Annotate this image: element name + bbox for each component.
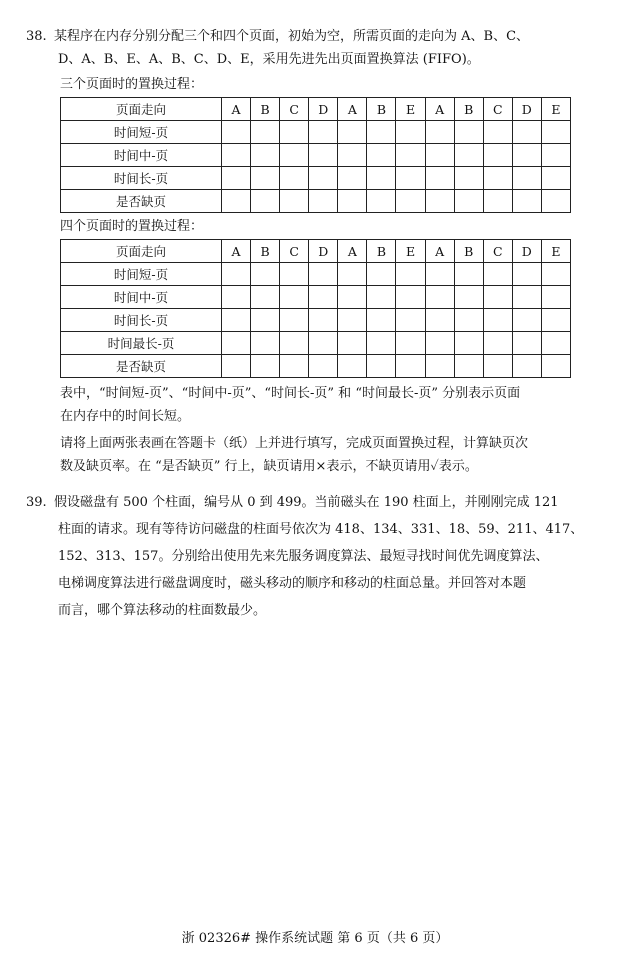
empty-cell [483, 190, 512, 213]
empty-cell [483, 332, 512, 355]
empty-cell [338, 332, 367, 355]
page-cell: C [280, 98, 309, 121]
table-row [61, 190, 571, 213]
row-label: 时间长-页 [61, 309, 222, 332]
empty-cell [425, 355, 454, 378]
empty-cell [367, 144, 396, 167]
empty-cell [309, 355, 338, 378]
page-cell: B [251, 240, 280, 263]
empty-cell [338, 355, 367, 378]
page-cell: E [396, 240, 425, 263]
empty-cell [338, 263, 367, 286]
empty-cell [280, 332, 309, 355]
row-label: 时间最长-页 [61, 332, 222, 355]
sequence-row [61, 240, 571, 263]
empty-cell [425, 286, 454, 309]
page-cell: E [541, 98, 570, 121]
empty-cell [367, 286, 396, 309]
table-row [61, 332, 571, 355]
empty-cell [251, 121, 280, 144]
empty-cell [396, 309, 425, 332]
question-text-line: 而言，哪个算法移动的柱面数最少。 [58, 603, 267, 618]
empty-cell [309, 144, 338, 167]
empty-cell [222, 355, 251, 378]
empty-cell [251, 263, 280, 286]
empty-cell [541, 355, 570, 378]
empty-cell [367, 121, 396, 144]
row-label: 是否缺页 [61, 190, 222, 213]
empty-cell [483, 309, 512, 332]
empty-cell [251, 309, 280, 332]
empty-cell [512, 263, 541, 286]
table4-caption: 四个页面时的置换过程： [60, 219, 204, 234]
page-cell: E [396, 98, 425, 121]
table-row [61, 144, 571, 167]
page-cell: D [512, 98, 541, 121]
empty-cell [222, 286, 251, 309]
empty-cell [425, 190, 454, 213]
row-label: 时间短-页 [61, 121, 222, 144]
empty-cell [512, 121, 541, 144]
empty-cell [512, 144, 541, 167]
empty-cell [280, 355, 309, 378]
empty-cell [309, 263, 338, 286]
empty-cell [338, 309, 367, 332]
empty-cell [512, 309, 541, 332]
empty-cell [425, 332, 454, 355]
empty-cell [367, 332, 396, 355]
page-cell: B [367, 240, 396, 263]
empty-cell [222, 263, 251, 286]
note-line: 数及缺页率。在 “是否缺页” 行上，缺页请用×表示，不缺页请用✓表示。 [60, 459, 478, 474]
question-text-line: D、A、B、E、A、B、C、D、E，采用先进先出页面置换算法 (FIFO)。 [58, 52, 480, 67]
table-row [61, 355, 571, 378]
empty-cell [425, 167, 454, 190]
empty-cell [483, 263, 512, 286]
empty-cell [512, 190, 541, 213]
table3-caption: 三个页面时的置换过程： [60, 77, 204, 92]
page-cell: A [425, 240, 454, 263]
page-cell: E [541, 240, 570, 263]
empty-cell [367, 309, 396, 332]
empty-cell [541, 286, 570, 309]
empty-cell [367, 190, 396, 213]
empty-cell [512, 167, 541, 190]
empty-cell [338, 144, 367, 167]
empty-cell [425, 144, 454, 167]
empty-cell [541, 167, 570, 190]
empty-cell [454, 355, 483, 378]
table-row [61, 286, 571, 309]
empty-cell [222, 121, 251, 144]
empty-cell [425, 309, 454, 332]
table-row [61, 167, 571, 190]
page-cell: B [367, 98, 396, 121]
empty-cell [222, 167, 251, 190]
empty-cell [251, 286, 280, 309]
page-cell: D [309, 98, 338, 121]
page-cell: A [222, 240, 251, 263]
empty-cell [367, 355, 396, 378]
empty-cell [338, 167, 367, 190]
question-text-line: 假设磁盘有 500 个柱面，编号从 0 到 499。当前磁头在 190 柱面上，并刚刚完成 121 [54, 495, 559, 510]
empty-cell [309, 167, 338, 190]
empty-cell [280, 121, 309, 144]
question-text-line: 152、313、157。分别给出使用先来先服务调度算法、最短寻找时间优先调度算法、 [58, 549, 549, 564]
page-cell: D [512, 240, 541, 263]
page-cell: A [222, 98, 251, 121]
empty-cell [541, 263, 570, 286]
page-cell: C [483, 240, 512, 263]
empty-cell [396, 332, 425, 355]
empty-cell [454, 309, 483, 332]
row-label: 时间中-页 [61, 286, 222, 309]
empty-cell [251, 332, 280, 355]
question-text-line: 某程序在内存分别分配三个和四个页面，初始为空，所需页面的走向为 A、B、C、 [54, 29, 530, 44]
empty-cell [222, 332, 251, 355]
table-row [61, 263, 571, 286]
empty-cell [512, 286, 541, 309]
empty-cell [251, 144, 280, 167]
page-cell: D [309, 240, 338, 263]
question-number: 38. [26, 29, 47, 44]
empty-cell [251, 355, 280, 378]
question-39 [26, 491, 608, 622]
row-label: 时间中-页 [61, 144, 222, 167]
table-row [61, 121, 571, 144]
empty-cell [541, 144, 570, 167]
empty-cell [338, 190, 367, 213]
empty-cell [512, 332, 541, 355]
page-cell: B [251, 98, 280, 121]
empty-cell [454, 332, 483, 355]
sequence-row [61, 98, 571, 121]
empty-cell [396, 144, 425, 167]
empty-cell [251, 167, 280, 190]
empty-cell [396, 121, 425, 144]
question-number: 39. [26, 495, 47, 510]
empty-cell [396, 263, 425, 286]
empty-cell [367, 263, 396, 286]
question-38-notes [60, 382, 608, 478]
row-label: 时间长-页 [61, 167, 222, 190]
empty-cell [425, 121, 454, 144]
empty-cell [483, 121, 512, 144]
empty-cell [280, 286, 309, 309]
row-label: 页面走向 [61, 240, 222, 263]
empty-cell [454, 286, 483, 309]
empty-cell [280, 190, 309, 213]
note-line: 表中，“时间短-页”、“时间中-页”、“时间长-页” 和 “时间最长-页” 分别表示页面 [60, 386, 521, 401]
empty-cell [396, 190, 425, 213]
row-label: 时间短-页 [61, 263, 222, 286]
empty-cell [251, 190, 280, 213]
empty-cell [454, 121, 483, 144]
empty-cell [483, 144, 512, 167]
question-text-line: 电梯调度算法进行磁盘调度时，磁头移动的顺序和移动的柱面总量。并回答对本题 [58, 576, 527, 591]
page-cell: A [338, 240, 367, 263]
empty-cell [512, 355, 541, 378]
empty-cell [396, 286, 425, 309]
empty-cell [222, 309, 251, 332]
empty-cell [454, 167, 483, 190]
table-row [61, 309, 571, 332]
empty-cell [483, 167, 512, 190]
empty-cell [280, 263, 309, 286]
row-label: 页面走向 [61, 98, 222, 121]
empty-cell [483, 286, 512, 309]
empty-cell [396, 167, 425, 190]
empty-cell [454, 263, 483, 286]
empty-cell [425, 263, 454, 286]
empty-cell [396, 355, 425, 378]
page-cell: C [280, 240, 309, 263]
page-cell: A [425, 98, 454, 121]
empty-cell [338, 121, 367, 144]
empty-cell [280, 309, 309, 332]
empty-cell [454, 144, 483, 167]
empty-cell [483, 355, 512, 378]
empty-cell [280, 167, 309, 190]
page-cell: A [338, 98, 367, 121]
empty-cell [309, 286, 338, 309]
empty-cell [454, 190, 483, 213]
page-cell: C [483, 98, 512, 121]
empty-cell [309, 332, 338, 355]
page-cell: B [454, 98, 483, 121]
empty-cell [541, 309, 570, 332]
empty-cell [541, 332, 570, 355]
page-footer: 浙 02326# 操作系统试题 第 6 页（共 6 页） [181, 931, 449, 946]
empty-cell [541, 121, 570, 144]
empty-cell [309, 309, 338, 332]
empty-cell [541, 190, 570, 213]
empty-cell [222, 190, 251, 213]
empty-cell [367, 167, 396, 190]
page-cell: B [454, 240, 483, 263]
empty-cell [222, 144, 251, 167]
note-line: 请将上面两张表画在答题卡（纸）上并进行填写，完成页面置换过程，计算缺页次 [60, 436, 529, 451]
empty-cell [338, 286, 367, 309]
question-text-line: 柱面的请求。现有等待访问磁盘的柱面号依次为 418、134、331、18、59、211、417、 [58, 522, 584, 537]
note-line: 在内存中的时间长短。 [60, 409, 191, 424]
empty-cell [309, 190, 338, 213]
question-38 [26, 25, 608, 71]
fifo-table-four-pages [60, 239, 571, 378]
empty-cell [309, 121, 338, 144]
fifo-table-three-pages [60, 97, 571, 213]
empty-cell [280, 144, 309, 167]
row-label: 是否缺页 [61, 355, 222, 378]
